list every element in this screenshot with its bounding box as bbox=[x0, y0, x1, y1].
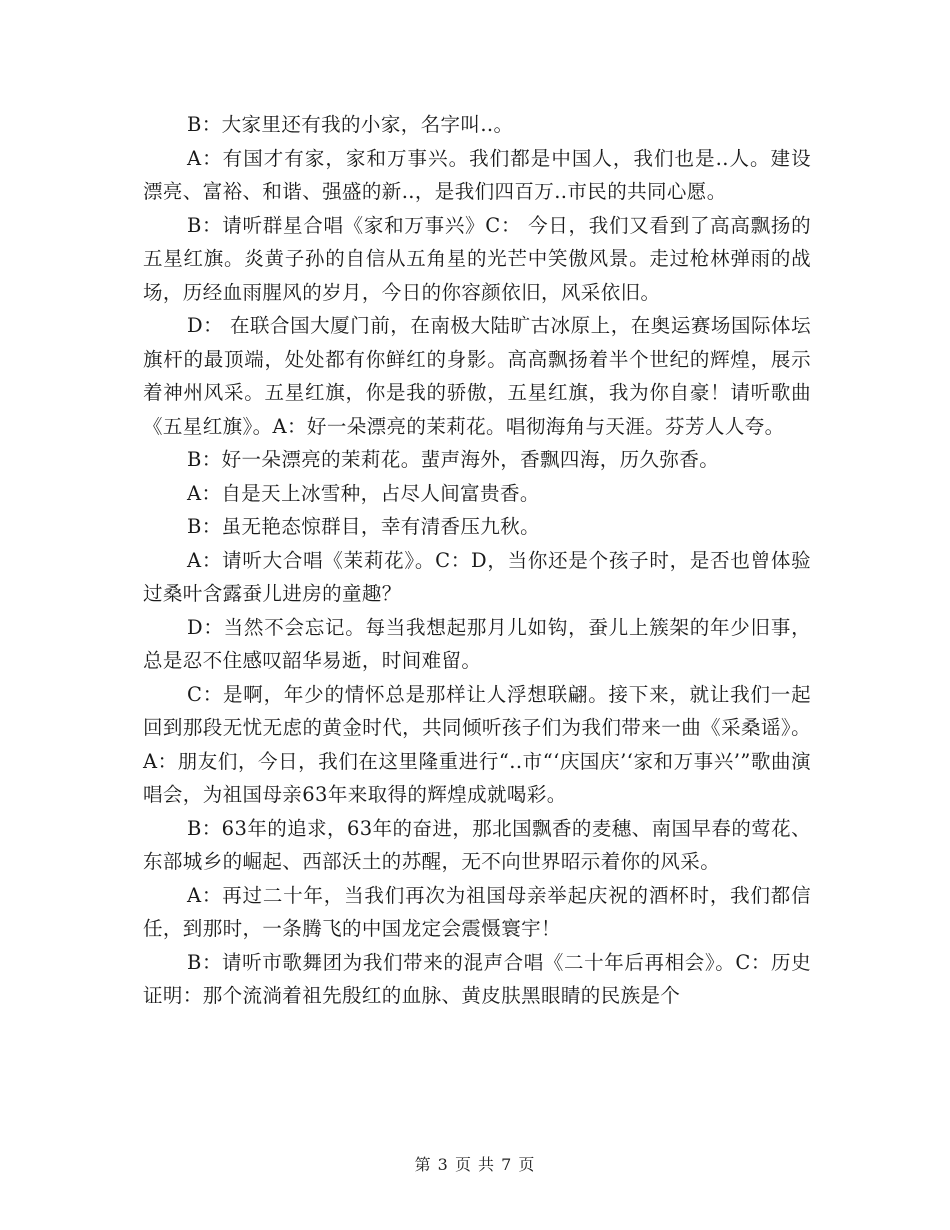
paragraph: B：63年的追求，63年的奋进，那北国飘香的麦穗、南国早春的莺花、东部城乡的崛起、西部沃土的苏醒，无不向世界昭示着你的风采。 bbox=[143, 816, 811, 873]
paragraph: A：自是天上冰雪种，占尽人间富贵香。 bbox=[187, 481, 540, 505]
paragraph: B：虽无艳态惊群目，幸有清香压九秋。 bbox=[187, 515, 541, 538]
paragraph: B：请听市歌舞团为我们带来的混声合唱《二十年后再相会》。C：历史证明：那个流淌着祖先殷红的血脉、黄皮肤黑眼睛的民族是个 bbox=[143, 950, 811, 1007]
paragraph: B：好一朵漂亮的茉莉花。蜚声海外，香飘四海，历久弥香。 bbox=[187, 448, 720, 471]
paragraph: D：当然不会忘记。每当我想起那月儿如钩，蚕儿上簇架的年少旧事，总是忍不住感叹韶华易逝，时间难留。 bbox=[143, 615, 811, 672]
document-body bbox=[143, 108, 811, 1013]
paragraph: B：大家里还有我的小家，名字叫..。 bbox=[187, 113, 514, 136]
paragraph: A：有国才有家，家和万事兴。我们都是中国人，我们也是..人。建设漂亮、富裕、和谐、强盛的新..，是我们四百万..市民的共同心愿。 bbox=[143, 146, 811, 203]
page-number-footer: 第 3 页 共 7 页 bbox=[414, 1155, 536, 1174]
paragraph: B：请听群星合唱《家和万事兴》C： 今日，我们又看到了高高飘扬的五星红旗。炎黄子孙的自信从五角星的光芒中笑傲风景。走过枪林弹雨的战场，历经血雨腥风的岁月，今日的你容颜依旧，风采依旧。 bbox=[143, 213, 811, 304]
paragraph: A：再过二十年，当我们再次为祖国母亲举起庆祝的酒杯时，我们都信任，到那时，一条腾飞的中国龙定会震慑寰宇！ bbox=[143, 883, 811, 940]
paragraph: C：是啊，年少的情怀总是那样让人浮想联翩。接下来，就让我们一起回到那段无忧无虑的黄金时代，共同倾听孩子们为我们带来一曲《采桑谣》。A：朋友们，今日，我们在这里隆重进行“..市“‘庆国庆’‘家和万事兴’”歌曲演唱会，为祖国母亲63年来取得的辉煌成就喝彩。 bbox=[143, 682, 811, 806]
paragraph: D： 在联合国大厦门前，在南极大陆旷古冰原上，在奥运赛场国际体坛旗杆的最顶端，处处都有你鲜红的身影。高高飘扬着半个世纪的辉煌，展示着神州风采。五星红旗，你是我的骄傲，五星红旗，我为你自豪！请听歌曲《五星红旗》。A：好一朵漂亮的茉莉花。唱彻海角与天涯。芬芳人人夸。 bbox=[143, 314, 811, 438]
paragraph: A：请听大合唱《茉莉花》。C：D，当你还是个孩子时，是否也曾体验过桑叶含露蚕儿进房的童趣？ bbox=[143, 548, 811, 605]
